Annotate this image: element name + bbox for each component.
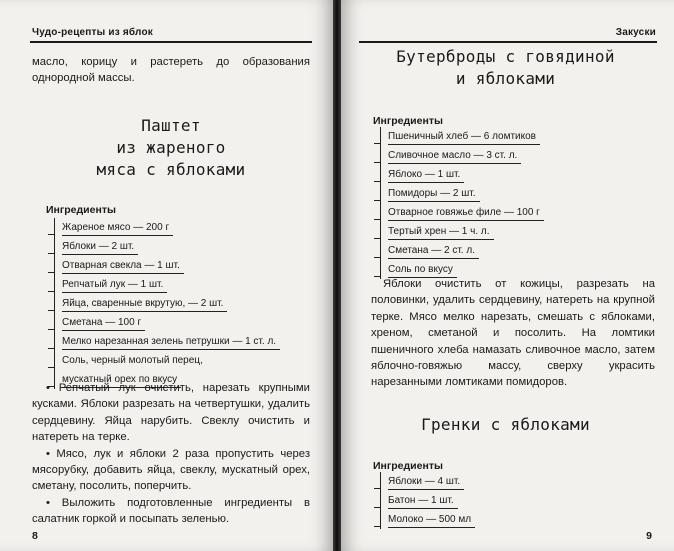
recipe-steps (32, 380, 310, 528)
ingredient-item: мускатный орех по вкусу (55, 370, 304, 389)
ingredient-item: Яблоки — 2 шт. (55, 237, 304, 256)
ingredient-item: Отварное говяжье филе — 100 г (381, 203, 630, 222)
recipe-title-line: из жареного (116, 138, 226, 157)
ingredient-item: Молоко — 500 мл (381, 510, 580, 529)
page-number-left: 8 (32, 530, 38, 542)
ingredient-item: Жареное мясо — 200 г (55, 218, 304, 237)
page-number-right: 9 (646, 530, 652, 542)
step-paragraph: • Мясо, лук и яблоки 2 раза пропустить через мясорубку, добавить яйца, свеклу, мускатный орех, сметану, посолить, поперчить. (32, 447, 310, 493)
ingredient-item: Яйца, сваренные вкрутую, — 2 шт. (55, 294, 304, 313)
recipe-title-pate (32, 115, 310, 181)
ingredients-list (380, 127, 630, 279)
step-paragraph: • Репчатый лук очистить, нарезать крупными кусками. Яблоки разрезать на четвертушки, удалить сердцевину. Яйца нарубить. Свеклу очистить и натереть на терке. (32, 382, 310, 444)
recipe-title-croutons: Гренки с яблоками (421, 415, 590, 434)
step-paragraph: • Выложить подготовленные ингредиенты в салатник горкой и посыпать зеленью. (32, 496, 310, 526)
ingredient-item: Мелко нарезанная зелень петрушки — 1 ст. л. (55, 332, 304, 351)
ingredient-item: Сметана — 2 ст. л. (381, 241, 630, 260)
ingredient-item: Яблоки — 4 шт. (381, 472, 580, 491)
ingredient-item: Сметана — 100 г (55, 313, 304, 332)
recipe-title-line: и яблоками (455, 69, 556, 88)
left-intro-text: масло, корицу и растереть до образования однородной массы. (32, 56, 310, 85)
recipe-title-line: мяса с яблоками (96, 160, 246, 179)
ingredient-item: Тертый хрен — 1 ч. л. (381, 222, 630, 241)
book-gutter (333, 0, 341, 551)
left-page (0, 0, 333, 551)
ingredients-heading: Ингредиенты (373, 460, 443, 472)
right-header-rule (359, 41, 657, 43)
ingredient-item: Батон — 1 шт. (381, 491, 580, 510)
recipe-title-sandwiches (353, 46, 658, 90)
ingredient-item: Помидоры — 2 шт. (381, 184, 630, 203)
ingredients-list (380, 472, 580, 529)
left-running-head: Чудо-рецепты из яблок (32, 27, 153, 38)
ingredient-item: Соль по вкусу (381, 260, 630, 279)
ingredient-item: Соль, черный молотый перец, (55, 351, 304, 370)
ingredients-heading: Ингредиенты (373, 115, 443, 127)
ingredient-item: Яблоко — 1 шт. (381, 165, 630, 184)
ingredients-heading: Ингредиенты (46, 204, 116, 216)
ingredient-item: Репчатый лук — 1 шт. (55, 275, 304, 294)
left-header-rule (30, 41, 312, 43)
ingredient-item: Пшеничный хлеб — 6 ломтиков (381, 127, 630, 146)
ingredients-list (54, 218, 304, 389)
ingredient-item: Сливочное масло — 3 ст. л. (381, 146, 630, 165)
recipe-title-line: Бутерброды с говядиной (396, 47, 615, 66)
recipe-method (371, 276, 655, 391)
right-running-head: Закуски (615, 27, 656, 38)
right-page (341, 0, 674, 551)
recipe-title-line: Паштет (141, 116, 201, 135)
method-paragraph: Яблоки очистить от кожицы, разрезать на половинки, удалить сердцевину, натереть на крупной терке. Мясо мелко нарезать, смешать с яблоками, хреном, сметаной и посолить. На ломтики пшеничного хлеба намазать сливочное масло, затем яблочно-говяжью массу, сверху украсить нарезанными ломтиками помидоров. (371, 278, 655, 389)
ingredient-item: Отварная свекла — 1 шт. (55, 256, 304, 275)
